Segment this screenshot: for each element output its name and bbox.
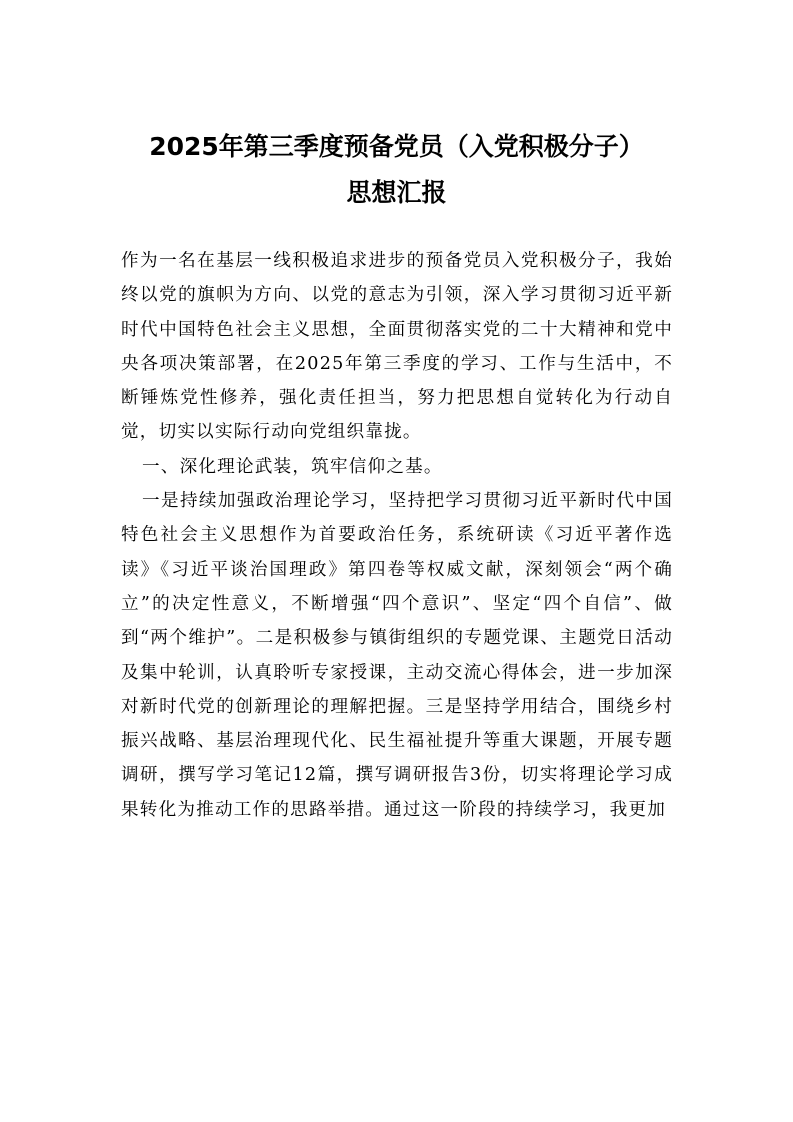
section-1-paragraph: 一是持续加强政治理论学习，坚持把学习贯彻习近平新时代中国特色社会主义思想作为首要政治任务，系统研读《习近平著作选读》《习近平谈治国理政》第四卷等权威文献，深刻领会“两个确立”的决定性意义，不断增强“四个意识”、坚定“四个自信”、做到“两个维护”。二是积极参与镇街组织的专题党课、主题党日活动及集中轮训，认真聆听专家授课，主动交流心得体会，进一步加深对新时代党的创新理论的理解把握。三是坚持学用结合，围绕乡村振兴战略、基层治理现代化、民生福祉提升等重大课题，开展专题调研，撰写学习笔记12篇，撰写调研报告3份，切实将理论学习成果转化为推动工作的思路举措。通过这一阶段的持续学习，我更加 [121, 491, 673, 820]
section-heading-1: 一、深化理论武装，筑牢信仰之基。 [142, 456, 443, 477]
document-title-line-1: 2025年第三季度预备党员（入党积极分子） [149, 132, 644, 161]
intro-paragraph: 作为一名在基层一线积极追求进步的预备党员入党积极分子，我始终以党的旗帜为方向、以党的意志为引领，深入学习贯彻习近平新时代中国特色社会主义思想，全面贯彻落实党的二十大精神和党中央各项决策部署，在2025年第三季度的学习、工作与生活中，不断锤炼党性修养，强化责任担当，努力把思想自觉转化为行动自觉，切实以实际行动向党组织靠拢。 [121, 251, 673, 443]
document-body [121, 244, 673, 827]
document-title-line-2: 思想汇报 [346, 178, 447, 207]
